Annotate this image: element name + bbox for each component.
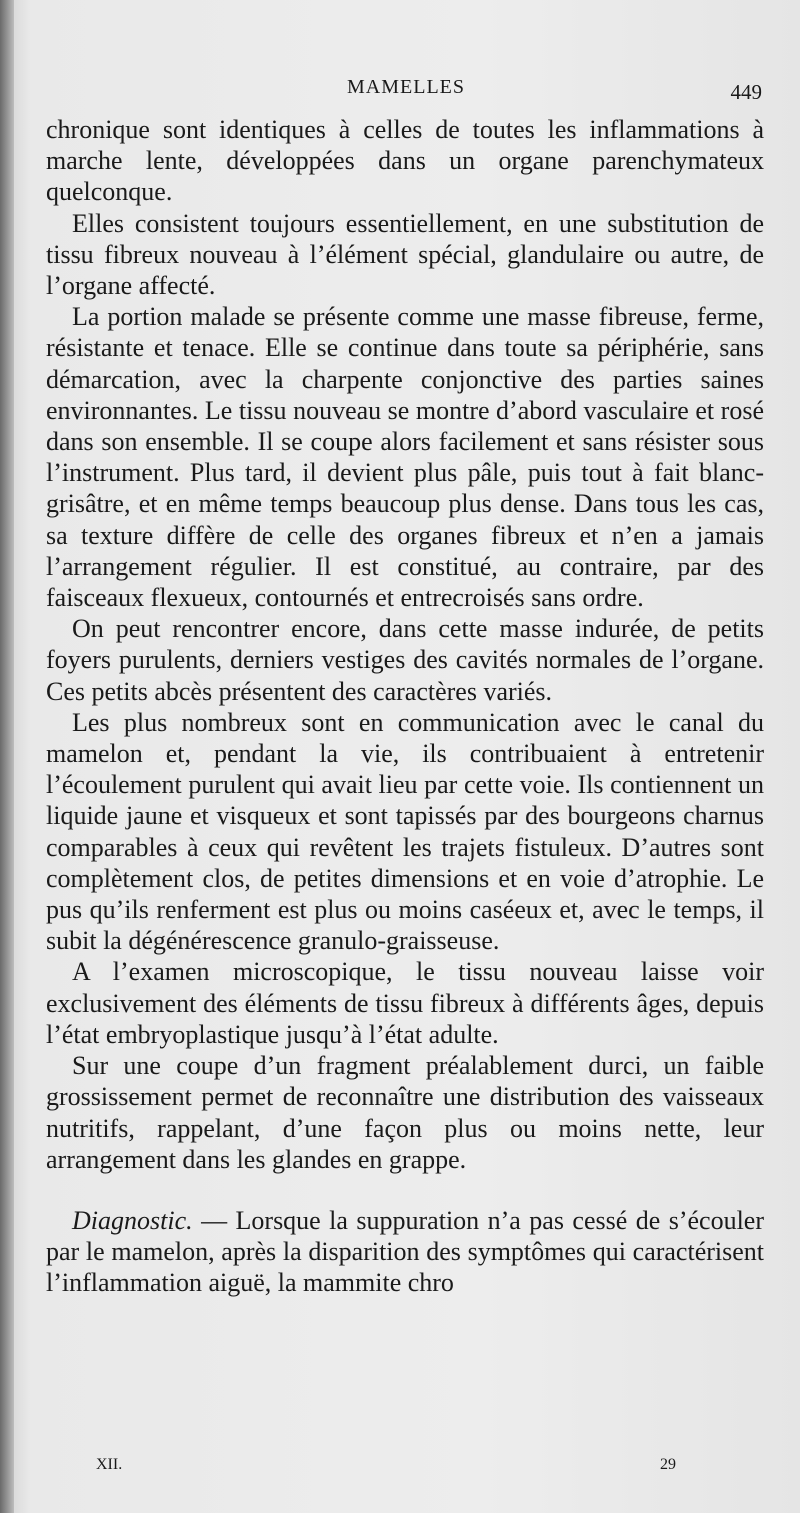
paragraph: chronique sont identiques à celles de toutes les inflammations à marche lente, développées dans un organe parenchymateux quelconque. bbox=[46, 115, 764, 207]
page-footer bbox=[46, 1456, 766, 1480]
sheet-number: 29 bbox=[660, 1456, 676, 1473]
body-text bbox=[46, 114, 764, 1299]
paragraph: A l’examen microscopique, le tissu nouveau laisse voir exclusivement des éléments de tissu fibreux à différents âges, depuis l’état embryoplastique jusqu’à l’état adulte. bbox=[46, 957, 764, 1049]
paragraph: On peut rencontrer encore, dans cette masse indurée, de petits foyers purulents, derniers vestiges des cavités normales de l’organe. Ces petits abcès présentent des caractères variés. bbox=[46, 614, 764, 706]
running-title: MAMELLES bbox=[347, 76, 465, 98]
signature-mark: XII. bbox=[96, 1456, 123, 1473]
diagnostic-text: — Lorsque la suppuration n’a pas cessé de s’écouler par le mamelon, après la disparition des symptômes qui caractérisent l’inflammation aiguë, la mammite chro bbox=[46, 1205, 764, 1298]
paragraph: Les plus nombreux sont en communication avec le canal du mamelon et, pendant la vie, ils contribuaient à entretenir l’écoulement purulent qui avait lieu par cette voie. Ils contiennent un liquide jaune et visqueux et sont tapissés par des bourgeons charnus comparables à ceux qui revêtent les trajets fistuleux. D’autres sont complètement clos, de petites dimensions et en voie d’atrophie. Le pus qu’ils renferment est plus ou moins caséeux et, avec le temps, il subit la dégénérescence granulo-graisseuse. bbox=[46, 707, 764, 956]
diagnostic-heading: Diagnostic. bbox=[72, 1205, 193, 1235]
page-binding-edge bbox=[0, 0, 14, 1513]
paragraph: Elles consistent toujours essentiellement, en une substitution de tissu fibreux nouveau à l’élément spécial, glandulaire ou autre, de l’organe affecté. bbox=[46, 208, 764, 301]
page-number: 449 bbox=[730, 80, 762, 104]
running-head bbox=[46, 74, 766, 104]
paragraph: Sur une coupe d’un fragment préalablement durci, un faible grossissement permet de reconnaître une distribution des vaisseaux nutritifs, rappelant, d’une façon plus ou moins nette, leur arrangement dans les glandes en grappe. bbox=[46, 1051, 764, 1174]
diagnostic-paragraph bbox=[46, 1205, 764, 1299]
paragraph: La portion malade se présente comme une masse fibreuse, ferme, résistante et tenace. Elle se continue dans toute sa périphérie, sans démarcation, avec la charpente conjonctive des parties saines environnantes. Le tissu nouveau se montre d’abord vasculaire et rosé dans son ensemble. Il se coupe alors facilement et sans résister sous l’instrument. Plus tard, il devient plus pâle, puis tout à fait blancgrisâtre, et en même temps beaucoup plus dense. Dans tous les cas, sa texture diffère de celle des organes fibreux et n’en a jamais l’arrangement régulier. Il est constitué, au contraire, par des faisceaux flexueux, contournés et entrecroisés sans ordre. bbox=[46, 302, 764, 613]
